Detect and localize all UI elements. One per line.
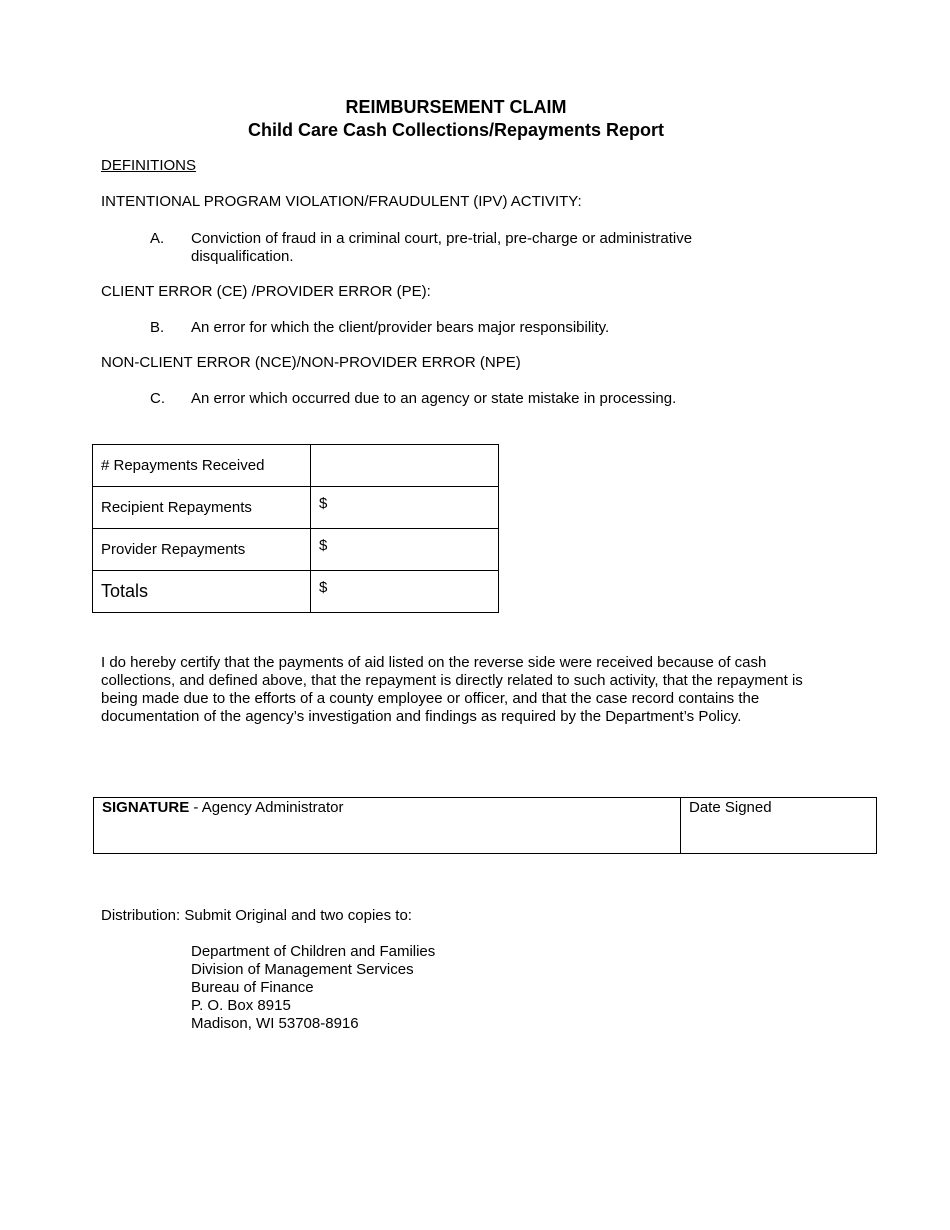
- table-row: [93, 529, 499, 571]
- item-text-a: Conviction of fraud in a criminal court, pre-trial, pre-charge or administrative disqualification.: [191, 230, 693, 265]
- item-text-c: An error which occurred due to an agency or state mistake in processing.: [191, 390, 677, 407]
- signature-field[interactable]: [94, 798, 681, 853]
- row-label-recipient-repayments: Recipient Repayments: [93, 487, 311, 529]
- signature-label-rest: - Agency Administrator: [189, 799, 344, 816]
- row-label-provider-repayments: Provider Repayments: [93, 529, 311, 571]
- address-line: P. O. Box 8915: [191, 997, 291, 1014]
- item-letter-a: A.: [150, 230, 165, 247]
- item-letter-b: B.: [150, 319, 165, 336]
- address-line: Madison, WI 53708-8916: [191, 1015, 359, 1032]
- signature-label-bold: SIGNATURE: [102, 799, 190, 816]
- table-row: [93, 487, 499, 529]
- item-letter-c: C.: [150, 390, 165, 407]
- recipient-repayments-field[interactable]: $: [311, 487, 499, 529]
- row-label-totals: Totals: [93, 571, 311, 613]
- repayments-table: [92, 444, 499, 613]
- section-title-ce-pe: CLIENT ERROR (CE) /PROVIDER ERROR (PE):: [101, 283, 431, 300]
- signature-label: [102, 799, 343, 816]
- certification-statement: I do hereby certify that the payments of aid listed on the reverse side were received because of cash collections, and defined above, that the repayment is directly related to such activity, that the repayment is being made due to the efforts of a county employee or officer, and that the case record contains the documentation of the agency’s investigation and findings as required by the Department’s Policy.: [101, 654, 803, 725]
- row-label-repayments-received: # Repayments Received: [93, 445, 311, 487]
- totals-field[interactable]: $: [311, 571, 499, 613]
- form-title: REIMBURSEMENT CLAIM: [345, 97, 567, 117]
- provider-repayments-field[interactable]: $: [311, 529, 499, 571]
- date-signed-label: Date Signed: [689, 799, 772, 816]
- item-text-b: An error for which the client/provider bears major responsibility.: [191, 319, 610, 336]
- signature-block: [93, 797, 877, 854]
- distribution-label: Distribution: Submit Original and two copies to:: [101, 907, 412, 924]
- form-subtitle: Child Care Cash Collections/Repayments Report: [247, 120, 665, 140]
- address-line: Department of Children and Families: [191, 943, 436, 960]
- section-title-ipv: INTENTIONAL PROGRAM VIOLATION/FRAUDULENT (IPV) ACTIVITY:: [101, 193, 582, 210]
- definitions-heading: DEFINITIONS: [101, 157, 197, 174]
- address-line: Bureau of Finance: [191, 979, 314, 996]
- table-row: [93, 445, 499, 487]
- section-title-nce-npe: NON-CLIENT ERROR (NCE)/NON-PROVIDER ERROR (NPE): [101, 354, 521, 371]
- repayments-received-field[interactable]: [311, 445, 499, 487]
- address-line: Division of Management Services: [191, 961, 414, 978]
- table-row: [93, 571, 499, 613]
- mailing-address: [191, 943, 435, 1033]
